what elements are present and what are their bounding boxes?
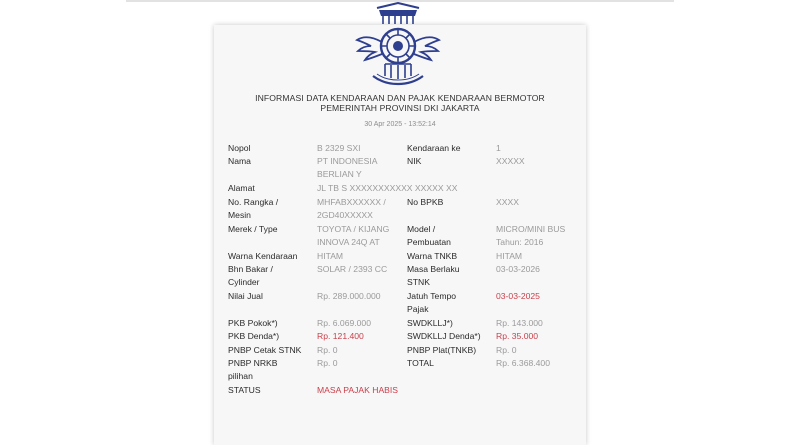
- model-value-line1: MICRO/MINI BUS: [496, 224, 566, 234]
- swdkllj-label: SWDKLLJ*): [407, 318, 453, 328]
- swdkllj-value: Rp. 143.000: [496, 318, 543, 328]
- alamat-value: JL TB S XXXXXXXXXXX XXXXX XX: [317, 183, 458, 193]
- masa-berlaku-label-line1: Masa Berlaku: [407, 264, 460, 274]
- nama-value-line1: PT INDONESIA: [317, 156, 378, 166]
- jatuh-tempo-value: 03-03-2025: [496, 291, 540, 301]
- warna-label: Warna Kendaraan: [228, 251, 298, 261]
- pnbp-cetak-label: PNBP Cetak STNK: [228, 345, 302, 355]
- no-bpkb-label: No BPKB: [407, 197, 444, 207]
- kendaraan-ke-value: 1: [496, 143, 501, 153]
- nopol-label: Nopol: [228, 143, 251, 153]
- jatuh-tempo-label-line2: Pajak: [407, 304, 429, 314]
- warna-value: HITAM: [317, 251, 344, 261]
- masa-berlaku-label-line2: STNK: [407, 277, 430, 287]
- pnbp-plat-label: PNBP Plat(TNKB): [407, 345, 477, 355]
- no-rangka-label-line2: Mesin: [228, 210, 251, 220]
- pnbp-nrkb-label-line1: PNBP NRKB: [228, 358, 278, 368]
- warna-tnkb-label: Warna TNKB: [407, 251, 458, 261]
- nik-value: XXXXX: [496, 156, 525, 166]
- pkb-pokok-value: Rp. 6.069.000: [317, 318, 371, 328]
- pkb-denda-value: Rp. 121.400: [317, 331, 364, 341]
- model-value-line2: Tahun: 2016: [496, 237, 544, 247]
- total-value: Rp. 6.368.400: [496, 358, 550, 368]
- model-label-line1: Model /: [407, 224, 436, 234]
- no-rangka-value-line1: MHFABXXXXXX /: [317, 197, 386, 207]
- model-label-line2: Pembuatan: [407, 237, 451, 247]
- police-emblem-icon: [355, 2, 441, 86]
- nilai-jual-label: Nilai Jual: [228, 291, 263, 301]
- timestamp: 30 Apr 2025 - 13:52:14: [364, 121, 436, 128]
- swdkllj-denda-value: Rp. 35.000: [496, 331, 539, 341]
- bhn-bakar-label-line1: Bhn Bakar /: [228, 264, 273, 274]
- status-label: STATUS: [228, 385, 261, 395]
- no-bpkb-value: XXXX: [496, 197, 519, 207]
- no-rangka-value-line2: 2GD40XXXXX: [317, 210, 373, 220]
- nama-label: Nama: [228, 156, 251, 166]
- jatuh-tempo-label-line1: Jatuh Tempo: [407, 291, 457, 301]
- pkb-pokok-label: PKB Pokok*): [228, 318, 278, 328]
- alamat-label: Alamat: [228, 183, 255, 193]
- swdkllj-denda-label: SWDKLLJ Denda*): [407, 331, 481, 341]
- page-subtitle: PEMERINTAH PROVINSI DKI JAKARTA: [320, 103, 480, 113]
- kendaraan-ke-label: Kendaraan ke: [407, 143, 461, 153]
- merek-value-line1: TOYOTA / KIJANG: [317, 224, 390, 234]
- pnbp-nrkb-label-line2: pilihan: [228, 371, 253, 381]
- warna-tnkb-value: HITAM: [496, 251, 523, 261]
- pnbp-plat-value: Rp. 0: [496, 345, 517, 355]
- nama-value-line2: BERLIAN Y: [317, 169, 362, 179]
- merek-value-line2: INNOVA 24Q AT: [317, 237, 380, 247]
- bhn-bakar-label-line2: Cylinder: [228, 277, 260, 287]
- pkb-denda-label: PKB Denda*): [228, 331, 280, 341]
- pnbp-cetak-value: Rp. 0: [317, 345, 338, 355]
- status-value: MASA PAJAK HABIS: [317, 385, 399, 395]
- nilai-jual-value: Rp. 289.000.000: [317, 291, 381, 301]
- bhn-bakar-value: SOLAR / 2393 CC: [317, 264, 388, 274]
- nopol-value: B 2329 SXI: [317, 143, 361, 153]
- page-title: INFORMASI DATA KENDARAAN DAN PAJAK KENDARAAN BERMOTOR: [255, 93, 545, 103]
- no-rangka-label-line1: No. Rangka /: [228, 197, 279, 207]
- merek-label: Merek / Type: [228, 224, 278, 234]
- masa-berlaku-value: 03-03-2026: [496, 264, 540, 274]
- nik-label: NIK: [407, 156, 422, 166]
- total-label: TOTAL: [407, 358, 434, 368]
- pnbp-nrkb-value: Rp. 0: [317, 358, 338, 368]
